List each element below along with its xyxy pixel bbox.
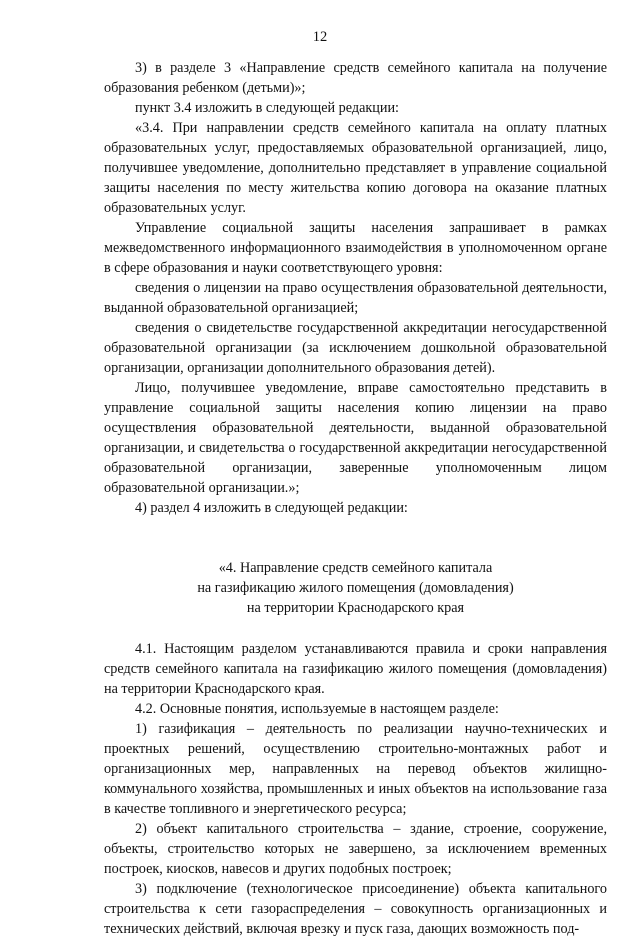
paragraph: 2) объект капитального строительства – здание, строение, сооружение, объекты, строительство которых не завершено, за исключением временных построек, киосков, навесов и других подобных построек; [104, 821, 607, 877]
paragraph: сведения о свидетельстве государственной аккредитации негосударственной образовательной организации (за исключением дошкольной образовательной организации, организации дополнительного образования детей). [104, 320, 607, 376]
document-body [104, 58, 607, 939]
section-heading-line: на газификацию жилого помещения (домовладения) [197, 580, 514, 596]
section-heading-line: «4. Направление средств семейного капитала [218, 560, 493, 576]
section-heading [104, 558, 607, 618]
paragraph: 3) в разделе 3 «Направление средств семейного капитала на получение образования ребенком (детьми)»; [104, 60, 607, 96]
page-number: 12 [312, 29, 328, 45]
paragraph: 4) раздел 4 изложить в следующей редакции: [135, 500, 408, 516]
paragraph: Лицо, получившее уведомление, вправе самостоятельно представить в управление социальной защиты населения копию лицензии на право осуществления образовательной деятельности, выданной образовательной организации, и свидетельства о государственной аккредитации негосударственной образовательной организации, заверенные уполномоченным лицом образовательной организации.»; [104, 380, 607, 496]
section-heading-line: на территории Краснодарского края [246, 600, 465, 616]
paragraph: «3.4. При направлении средств семейного капитала на оплату платных образовательных услуг, предоставляемых образовательной организацией, лицо, получившее уведомление, дополнительно представляет в управление социальной защиты населения по месту жительства копию договора на оказание платных образовательных услуг. [104, 120, 607, 216]
paragraph: 4.2. Основные понятия, используемые в настоящем разделе: [135, 701, 499, 717]
paragraph: Управление социальной защиты населения запрашивает в рамках межведомственного информационного взаимодействия в уполномоченном органе в сфере образования и науки соответствующего уровня: [104, 220, 607, 276]
paragraph: 4.1. Настоящим разделом устанавливаются правила и сроки направления средств семейного капитала на газификацию жилого помещения (домовладения) на территории Краснодарского края. [104, 641, 607, 697]
paragraph: пункт 3.4 изложить в следующей редакции: [135, 100, 399, 116]
paragraph: 3) подключение (технологическое присоединение) объекта капитального строительства к сети газораспределения – совокупность организационных и технических действий, включая врезку и пуск газа, дающих возможность под- [104, 881, 607, 937]
paragraph: сведения о лицензии на право осуществления образовательной деятельности, выданной образовательной организацией; [104, 280, 607, 316]
paragraph: 1) газификация – деятельность по реализации научно-технических и проектных решений, осуществлению строительно-монтажных работ и организационных мер, направленных на перевод объектов жилищно-коммунального хозяйства, промышленных и иных объектов на использование газа в качестве топливного и энергетического ресурса; [104, 721, 607, 817]
